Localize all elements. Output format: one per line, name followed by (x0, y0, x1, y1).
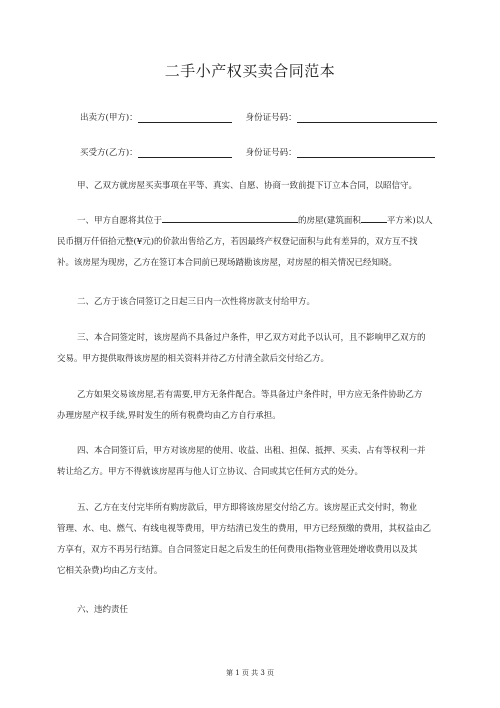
clause-5-line-1: 五、乙方在支付完毕所有购房款后，甲方即将该房屋交付给乙方。该房屋正式交付时，物业 (77, 503, 418, 513)
clause-4-line-1: 四、本合同签订后，甲方对该房屋的使用、收益、出租、担保、抵押、买卖、占有等权利一并 (77, 446, 426, 456)
seller-label: 出卖方(甲方)： (80, 113, 138, 123)
property-location-blank (162, 213, 298, 223)
intro-paragraph (57, 176, 445, 197)
clause-3b-line-1: 乙方如果交易该房屋,若有需要,甲方无条件配合。等具备过户条件时，甲方应无条件协助乙方 (77, 390, 423, 400)
clause-3-line-2: 交易。甲方提供取得该房屋的相关资料并待乙方付清全款后交付给乙方。 (57, 354, 330, 364)
clause-6-heading: 六、违约责任 (77, 605, 129, 615)
clause-1-part-a: 一、甲方自愿将其位于 (77, 216, 163, 226)
clause-4 (57, 441, 445, 483)
clause-3-line-1: 三、本合同签定时，该房屋尚不具备过户条件，甲乙双方对此予以认可，且不影响甲乙双方的 (77, 333, 426, 343)
clause-2-text: 二、乙方于该合同签订之日起三日内一次性将房款支付给甲方。 (77, 297, 316, 307)
buyer-name-blank (138, 147, 232, 158)
clause-1-part-c: 平方米)以人 (386, 216, 433, 226)
clause-1-part-b: 的房屋(建筑面积 (298, 216, 361, 226)
clause-1-line-2: 民币捌万仟佰拾元整(¥元)的价款出售给乙方，若因最终产权登记面积与此有差异的，双方互不找 (57, 237, 418, 247)
buyer-row (80, 146, 435, 158)
clause-5-line-2: 管理、水、电、燃气、有线电视等费用，甲方结清已发生的费用，甲方已经预缴的费用，其权益由乙 (57, 524, 432, 534)
clause-5-line-3: 方享有，双方不再另行结算。自合同签定日起之后发生的任何费用(指物业管理处增收费用以及其 (57, 545, 418, 555)
clause-5 (57, 498, 445, 582)
buyer-id-label: 身份证号码： (245, 148, 297, 158)
clause-6 (57, 600, 445, 621)
seller-id-label: 身份证号码： (245, 113, 297, 123)
seller-id-blank (297, 112, 437, 123)
clause-1-line-3: 补。该房屋为现房，乙方在签订本合同前已现场踏勘该房屋，对房屋的相关情况已经知晓。 (57, 258, 398, 268)
buyer-id-blank (297, 147, 435, 158)
buyer-label: 买受方(乙方)： (80, 148, 138, 158)
seller-row (80, 111, 437, 123)
clause-3 (57, 328, 445, 370)
clause-2 (57, 292, 445, 313)
area-blank (361, 213, 387, 223)
seller-name-blank (138, 112, 232, 123)
clause-1 (57, 211, 445, 274)
intro-text: 甲、乙双方就房屋买卖事项在平等、真实、自愿、协商一致前提下订立本合同，以昭信守。 (77, 181, 418, 191)
clause-4-line-2: 转让给乙方。甲方不得就该房屋再与他人订立协议、合同或其它任何方式的处分。 (57, 467, 364, 477)
clause-3b (57, 385, 445, 427)
clause-3b-line-2: 办理房屋产权手续,界时发生的所有税费均由乙方自行承担。 (57, 411, 281, 421)
page-number: 第 1 页 共 3 页 (225, 669, 275, 677)
clause-5-line-4: 它相关杂费)均由乙方支付。 (57, 566, 163, 576)
document-title: 二手小产权买卖合同范本 (164, 62, 336, 80)
clause-1-line-1 (57, 211, 445, 232)
